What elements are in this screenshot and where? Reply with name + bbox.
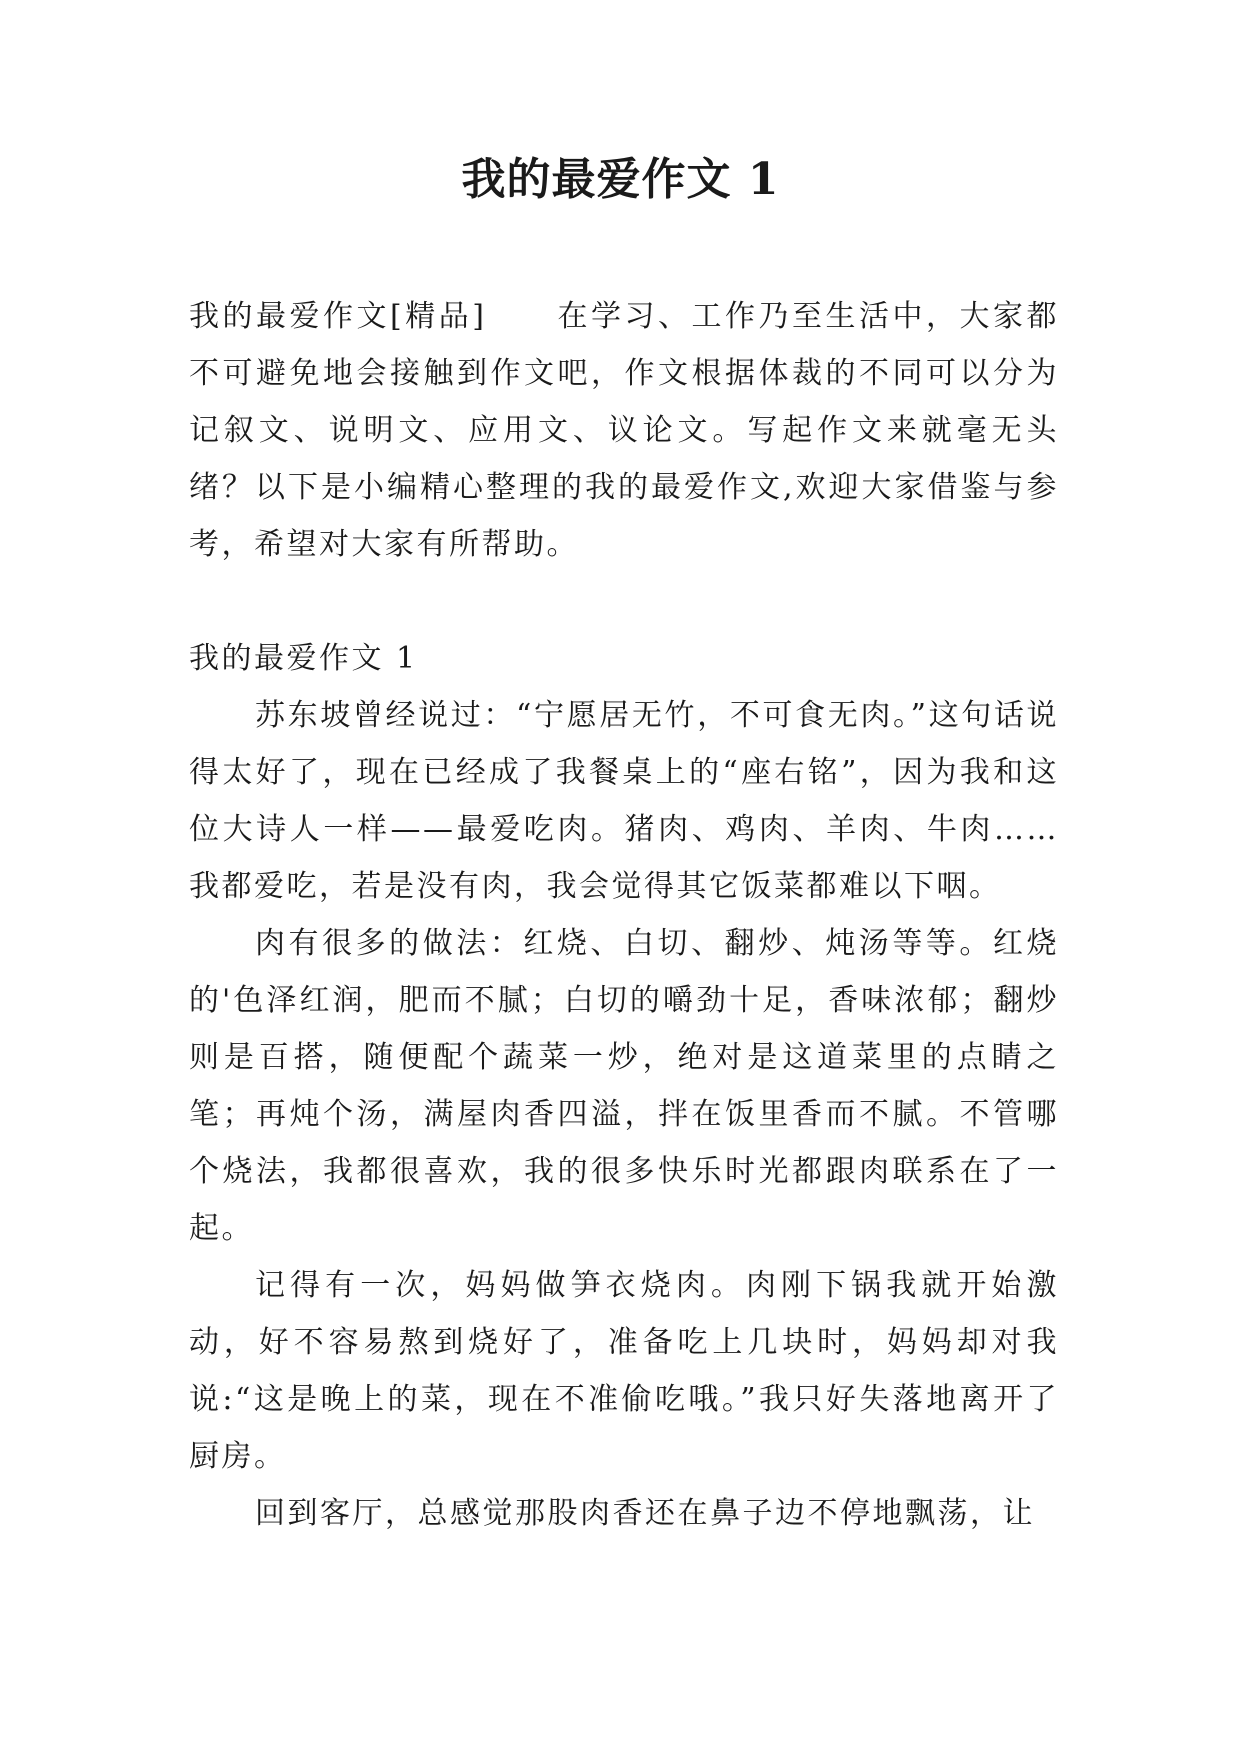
body-paragraph: 苏东坡曾经说过：“宁愿居无竹，不可食无肉。”这句话说得太好了，现在已经成了我餐桌上的“座右铭”，因为我和这位大诗人一样——最爱吃肉。猪肉、鸡肉、羊肉、牛肉……我都爱吃，若是没有肉，我会觉得其它饭菜都难以下咽。 xyxy=(189,698,1059,904)
intro-paragraph xyxy=(189,288,1059,573)
body-paragraph: 记得有一次，妈妈做笋衣烧肉。肉刚下锅我就开始激动，好不容易熬到烧好了，准备吃上几块时，妈妈却对我说:“这是晚上的菜，现在不准偷吃哦。”我只好失落地离开了厨房。 xyxy=(189,1268,1059,1474)
body-paragraph: 回到客厅，总感觉那股肉香还在鼻子边不停地飘荡，让 xyxy=(255,1496,1035,1531)
intro-lead: 我的最爱作文[精品] xyxy=(189,299,487,334)
body-paragraph: 肉有很多的做法：红烧、白切、翻炒、炖汤等等。红烧的'色泽红润，肥而不腻；白切的嚼劲十足，香味浓郁；翻炒则是百搭，随便配个蔬菜一炒，绝对是这道菜里的点睛之笔；再炖个汤，满屋肉香四溢，拌在饭里香而不腻。不管哪个烧法，我都很喜欢，我的很多快乐时光都跟肉联系在了一起。 xyxy=(189,926,1059,1246)
document-title: 我的最爱作文 1 xyxy=(461,154,780,205)
document-body xyxy=(189,288,1059,1542)
intro-text: 在学习、工作乃至生活中，大家都不可避免地会接触到作文吧，作文根据体裁的不同可以分为记叙文、说明文、应用文、议论文。写起作文来就毫无头绪？以下是小编精心整理的我的最爱作文,欢迎大家借鉴与参考，希望对大家有所帮助。 xyxy=(189,299,1059,562)
section-heading: 我的最爱作文 1 xyxy=(189,641,418,676)
